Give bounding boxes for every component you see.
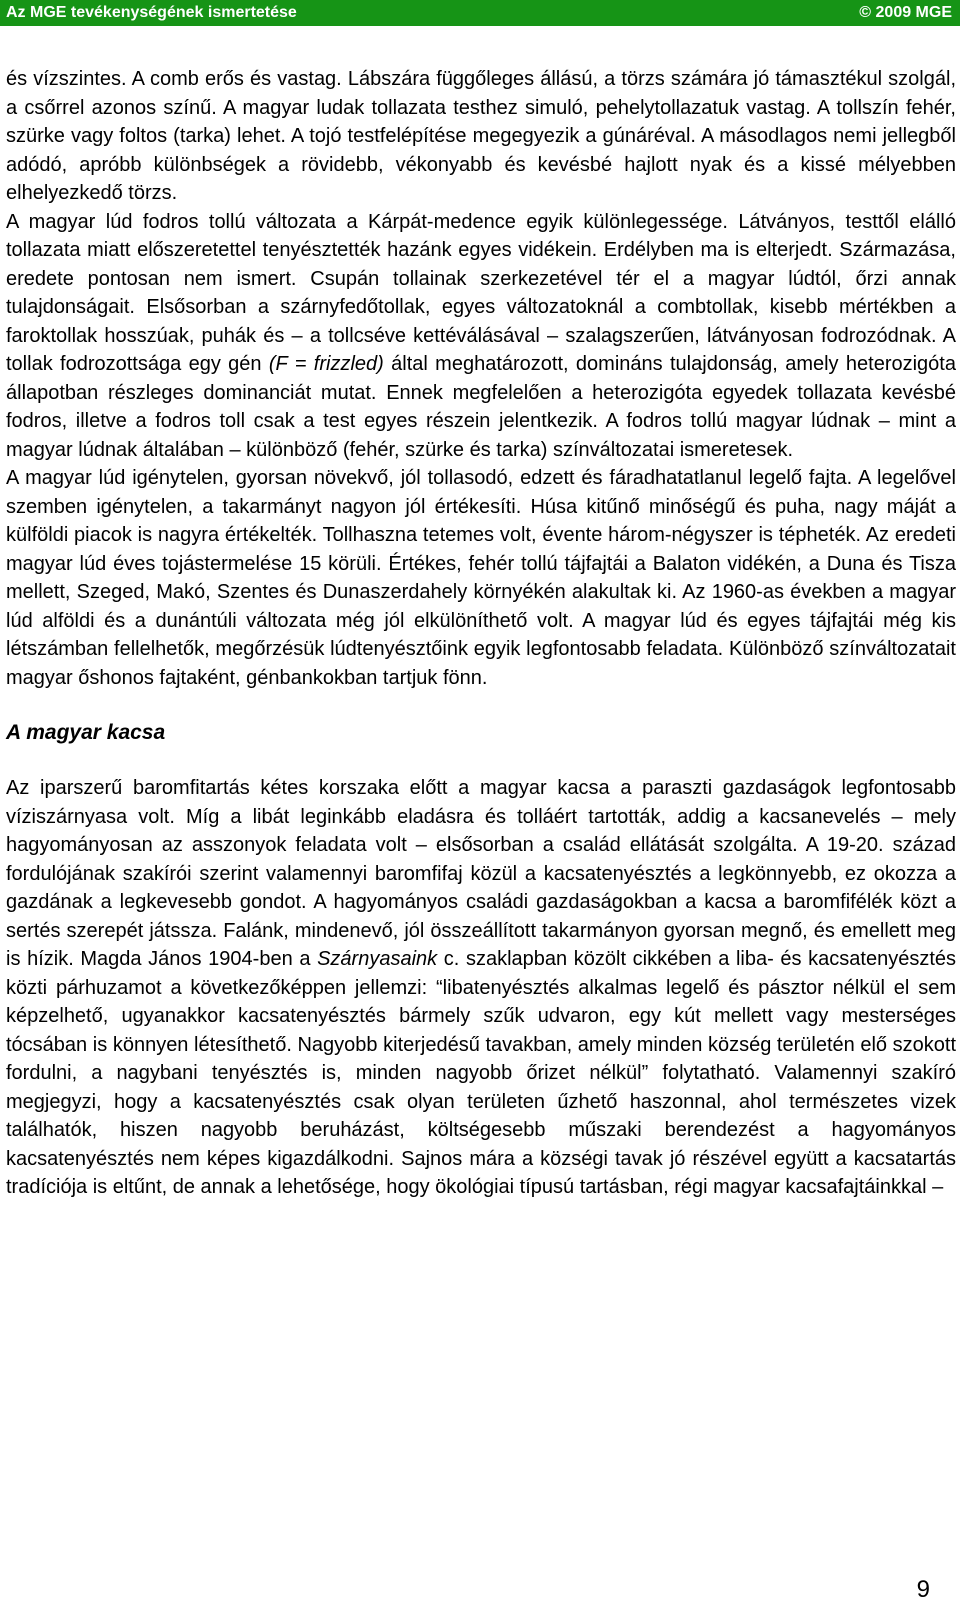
frizzled-gene-italic: (F = frizzled) (268, 353, 384, 375)
section-title-hungarian-duck: A magyar kacsa (6, 721, 166, 744)
page-header (0, 0, 960, 26)
paragraph-goose-description: és vízszintes. A comb erős és vastag. Lábszára függőleges állású, a törzs számára jó támasztékul szolgál, a csőrrel azonos színű. A magyar ludak tollazata testhez simuló, pehelytollazatuk vastag. A tollszín fehér, szürke vagy foltos (tarka) lehet. A tojó testfelépítése megegyezik a gúnáréval. A másodlagos nemi jellegből adódó, apróbb különbségek a rövidebb, vékonyabb és kevésbé hajlott nyak és a kissé mélyebben elhelyezkedő törzs. (6, 68, 956, 204)
paragraph-duck-text-a: Az iparszerű baromfitartás kétes korszaka előtt a magyar kacsa a paraszti gazdaságok legfontosabb víziszárnyasa volt. Míg a libát leginkább eladásra és tolláért tartották, addig a kacsanevelés – mely hagyományosan az asszonyok feladata volt – elsősorban a család ellátását szolgálta. A 19-20. század fordulójának szakírói szerint valamennyi baromfifaj közül a kacsatenyésztés a legkönnyebb, ez okozza a gazdának a legkevesebb gondot. A hagyományos családi gazdaságokban a kacsa a baromfifélék közt a sertés szerepét játssza. Falánk, mindenevő, jól összeállított takarmányon gyorsan megnő, és emellett meg is hízik. Magda János 1904-ben a (6, 777, 956, 970)
paragraph-duck-text-b: c. szaklapban közölt cikkében a liba- és kacsatenyésztés közti párhuzamot a következőképpen jellemzi: “libatenyésztés alkalmas legelő és pásztor nélkül el sem képzelhető, ugyanakkor kacsatenyésztés bármely szűk udvaron, egy kút mellett vagy mesterséges tócsában is könnyen létesíthető. Nagyobb kiterjedésű tavakban, amely minden község területén elő szokott fordulni, a nagybani tenyésztés is, minden nagyobb őrizet nélkül” folytatható. Valamennyi szakíró megjegyzi, hogy a kacsatenyésztés csak olyan területen űzhető haszonnal, ahol természetes vizek találhatók, hiszen nagyobb beruházást, költségesebb műszaki berendezést a hagyományos kacsatenyésztés nem képes kigazdálkodni. Sajnos mára a községi tavak jó részével együtt a kacsatartás tradíciója is eltűnt, de annak a lehetősége, hogy ökológiai típusú tartásban, régi magyar kacsafajtáinkkal – (6, 948, 956, 1198)
header-copyright: © 2009 MGE (859, 4, 952, 21)
paragraph-frizzled-goose (6, 208, 956, 465)
document-body (6, 65, 956, 1202)
paragraph-frizzled-goose-text-a: A magyar lúd fodros tollú változata a Kárpát-medence egyik különlegessége. Látványos, testtől elálló tollazata miatt előszeretettel tenyésztették hazánk egyes vidékein. Erdélyben ma is elterjedt. Származása, eredete pontosan nem ismert. Csupán tollainak szerkezetével tér el a magyar lúdtól, őrzi annak tulajdonságait. Elsősorban a szárnyfedőtollak, egyes változatoknál a combtollak, kisebb mértékben a faroktollak hosszúak, puhák és – a tollcséve kettéválásával – szalagszerűen, látványosan fodrozódnak. A tollak fodrozottsága egy gén (6, 210, 956, 375)
paragraph-frizzled-goose-text-b: által meghatározott, domináns tulajdonság, amely heterozigóta állapotban részleges dominanciát mutat. Ennek megfelelően a heterozigóta egyedek tollazata kevésbé fodros, illetve a fodros toll csak a test egyes részein jelentkezik. A fodros tollú magyar lúdnak – mint a magyar lúdnak általában – különböző (fehér, szürke és tarka) színváltozatai ismeretesek. (6, 353, 956, 461)
header-title: Az MGE tevékenységének ismertetése (6, 4, 297, 21)
journal-title-italic: Szárnyasaink (317, 948, 438, 970)
paragraph-goose-traits: A magyar lúd igénytelen, gyorsan növekvő, jól tollasodó, edzett és fáradhatatlanul legelő fajta. A legelővel szemben igénytelen, a takarmányt nagyon jól értékesíti. Húsa kitűnő minőségű és puha, nagy máját a külföldi piacok is nagyra értékelték. Tollhaszna tetemes volt, évente három-négyszer is tépheték. Az eredeti magyar lúd éves tojástermelése 15 körüli. Értékes, fehér tollú tájfajtái a Balaton vidékén, a Duna és Tisza mellett, Szeged, Makó, Szentes és Dunaszerdahely környékén alakultak ki. Az 1960-as években a magyar lúd alföldi és a dunántúli változata még jól elkülöníthető volt. A magyar lúd és egyes tájfajtái még kis létszámban fellelhetők, megőrzésük lúdtenyésztőink egyik legfontosabb feladata. Különböző színváltozatait magyar őshonos fajtaként, génbankokban tartjuk fönn. (6, 467, 956, 689)
page-number: 9 (916, 1576, 930, 1603)
paragraph-hungarian-duck (6, 774, 956, 1202)
